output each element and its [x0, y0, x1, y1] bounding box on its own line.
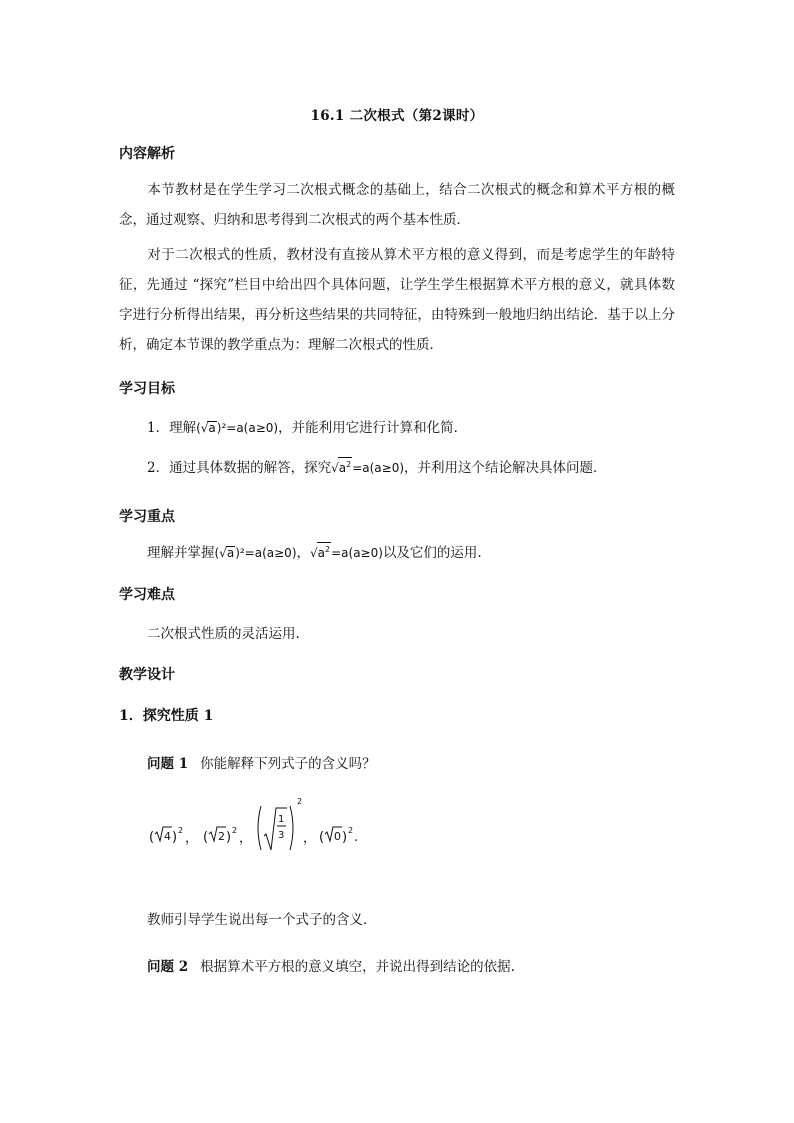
expression-list — [147, 792, 387, 856]
comma-2: ， — [239, 831, 253, 846]
question-2-label: 问题 2 — [147, 959, 189, 975]
expr-sqrt-one-third-squared — [258, 797, 302, 850]
heading-difficulty: 学习难点 — [119, 587, 175, 603]
goal-item-1-post: ，并能利用它进行计算和化简． — [278, 420, 468, 436]
formula-prop2-repeat: $√a^2=a(a\ge 0)$ — [310, 546, 383, 560]
svg-text:2: 2 — [218, 830, 225, 843]
question-1 — [147, 752, 376, 772]
svg-text:2: 2 — [178, 826, 184, 835]
subheading-explore-1: 1．探究性质 1 — [119, 708, 214, 724]
heading-key-points: 学习重点 — [119, 509, 175, 525]
expr-sqrt0-squared — [319, 826, 353, 845]
svg-text:(: ( — [149, 830, 155, 845]
svg-text:(: ( — [319, 830, 325, 845]
period: . — [354, 830, 359, 845]
goal-item-1 — [147, 416, 467, 436]
key-points-mid: ， — [296, 545, 310, 561]
difficulty-text: 二次根式性质的灵活运用. — [147, 626, 300, 642]
goal-item-2-post: ，并利用这个结论解决具体问题． — [404, 460, 607, 476]
heading-content-analysis: 内容解析 — [119, 146, 175, 162]
goal-item-2-pre: 2．通过具体数据的解答，探究 — [147, 460, 332, 476]
formula-prop2: $√a^2=a(a\ge 0)$ — [331, 461, 404, 475]
svg-text:0: 0 — [334, 830, 341, 843]
formula-prop1: (√a)²=a(a≥0) — [196, 421, 279, 435]
teacher-note: 教师引导学生说出每一个式子的含义． — [147, 912, 377, 928]
svg-text:4: 4 — [164, 830, 171, 843]
svg-text:2: 2 — [297, 797, 303, 806]
comma-1: ， — [185, 831, 199, 846]
svg-text:): ) — [226, 830, 232, 845]
svg-text:): ) — [342, 830, 348, 845]
expr-sqrt2-squared — [203, 826, 237, 845]
key-points-pre: 理解并掌握 — [147, 545, 215, 561]
heading-design: 教学设计 — [119, 667, 175, 683]
svg-text:3: 3 — [278, 830, 285, 841]
question-2-text: 根据算术平方根的意义填空，并说出得到结论的依据. — [200, 959, 515, 975]
svg-text:(: ( — [203, 830, 209, 845]
svg-text:2: 2 — [348, 826, 354, 835]
question-1-label: 问题 1 — [147, 756, 189, 772]
goal-item-2 — [147, 456, 607, 476]
page-title: 16.1 二次根式（第2课时） — [310, 108, 484, 124]
svg-text:): ) — [172, 830, 178, 845]
paragraph-content-2-text: 对于二次根式的性质，教材没有直接从算术平方根的意义得到，而是考虑学生的年龄特征，先通过 “探究”栏目中给出四个具体问题，让学生学生根据算术平方根的意义，就具体数字进行分析得出结果，再分析这些结果的共同特征，由特殊到一般地归纳出结论．基于以上分析，确定本节课的教学重点为：理解二次根式的性质． — [119, 247, 675, 353]
key-points-text — [147, 541, 482, 561]
question-1-text: 你能解释下列式子的含义吗？ — [200, 756, 376, 772]
expr-sqrt4-squared — [149, 826, 183, 845]
paragraph-content-1-text: 本节教材是在学生学习二次根式概念的基础上，结合二次根式的概念和算术平方根的概念，通过观察、归纳和思考得到二次根式的两个基本性质． — [119, 182, 675, 228]
paragraph-content-1 — [119, 175, 675, 235]
goal-item-1-pre: 1．理解 — [147, 420, 197, 436]
question-2 — [147, 955, 515, 975]
formula-prop1-repeat: (√a)²=a(a≥0) — [214, 546, 297, 560]
svg-text:1: 1 — [278, 814, 285, 825]
svg-text:2: 2 — [232, 826, 238, 835]
paragraph-content-2 — [119, 240, 675, 360]
key-points-post: 以及它们的运用. — [382, 545, 482, 561]
heading-goals: 学习目标 — [119, 381, 175, 397]
comma-3: ， — [303, 831, 317, 846]
